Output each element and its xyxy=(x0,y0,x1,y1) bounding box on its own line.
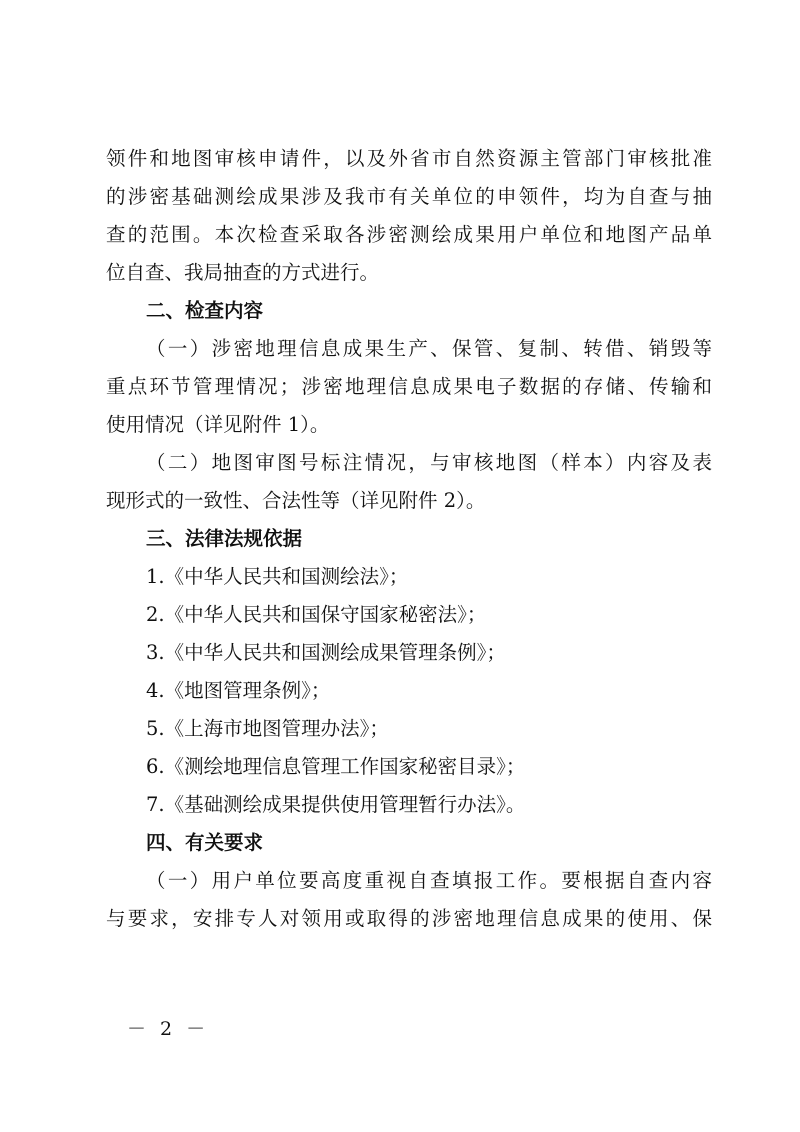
page-number: － 2 － xyxy=(127,1018,210,1040)
body-line: 位自查、我局抽查的方式进行。 xyxy=(106,261,380,284)
list-item: 6.《测绘地理信息管理工作国家秘密目录》； xyxy=(146,755,526,778)
body-line: 使用情况（详见附件 1）。 xyxy=(106,413,330,436)
body-line: 的涉密基础测绘成果涉及我市有关单位的申领件，均为自查与抽 xyxy=(106,185,712,208)
body-line: （一）用户单位要高度重视自查填报工作。要根据自查内容 xyxy=(146,869,712,892)
body-line: 领件和地图审核申请件，以及外省市自然资源主管部门审核批准 xyxy=(106,147,712,170)
list-item: 2.《中华人民共和国保守国家秘密法》； xyxy=(146,603,487,626)
section-heading: 二、检查内容 xyxy=(146,299,264,322)
body-line: 重点环节管理情况；涉密地理信息成果电子数据的存储、传输和 xyxy=(106,375,712,398)
list-item: 3.《中华人民共和国测绘成果管理条例》； xyxy=(146,641,506,664)
list-item: 7.《基础测绘成果提供使用管理暂行办法》。 xyxy=(146,793,526,816)
list-item: 4.《地图管理条例》； xyxy=(146,679,331,702)
body-line: 现形式的一致性、合法性等（详见附件 2）。 xyxy=(106,489,486,512)
body-line: 与要求，安排专人对领用或取得的涉密地理信息成果的使用、保 xyxy=(106,907,712,930)
list-item: 1.《中华人民共和国测绘法》； xyxy=(146,565,409,588)
body-line: 查的范围。本次检查采取各涉密测绘成果用户单位和地图产品单 xyxy=(106,223,712,246)
document-body xyxy=(106,140,712,938)
section-heading: 四、有关要求 xyxy=(146,831,264,854)
list-item: 5.《上海市地图管理办法》； xyxy=(146,717,389,740)
body-line: （一）涉密地理信息成果生产、保管、复制、转借、销毁等 xyxy=(146,337,712,360)
section-heading: 三、法律法规依据 xyxy=(146,527,303,550)
body-line: （二）地图审图号标注情况，与审核地图（样本）内容及表 xyxy=(146,451,712,474)
